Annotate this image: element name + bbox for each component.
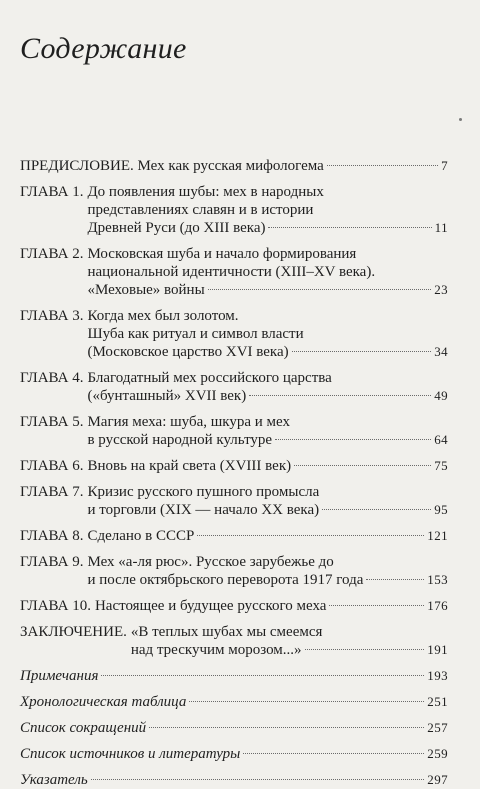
- entry-title-line: Настоящее и будущее русского меха: [94, 598, 327, 614]
- dot-leader: [327, 164, 438, 166]
- dot-leader: [249, 394, 431, 396]
- entry-title-line: Когда мех был золотом.: [87, 308, 239, 324]
- entry-title-line: Мех «а-ля рюс». Русское зарубежье до: [87, 554, 334, 570]
- entry-title-line: (Московское царство XVI века): [87, 344, 289, 360]
- entry-title: Список сокращений: [20, 720, 147, 736]
- chapter-label: ГЛАВА 5.: [20, 414, 84, 430]
- dot-leader: [268, 226, 431, 228]
- entry-title: Указатель: [20, 772, 88, 788]
- chapter-label: ГЛАВА 7.: [20, 484, 84, 500]
- dot-leader: [329, 604, 424, 606]
- entry-title-line: и торговли (XIX — начало XX века): [87, 502, 320, 518]
- toc-entry-bibliography[interactable]: [20, 745, 448, 763]
- chapter-label: ГЛАВА 8.: [20, 528, 84, 544]
- entry-title-line: Кризис русского пушного промысла: [87, 484, 320, 500]
- toc-entry-chapter-10[interactable]: [20, 597, 448, 615]
- dot-leader: [305, 648, 425, 650]
- chapter-label: ГЛАВА 1.: [20, 184, 84, 200]
- page-number: 191: [427, 642, 448, 657]
- toc-entry-conclusion[interactable]: [20, 623, 448, 659]
- toc-entry-index[interactable]: [20, 771, 448, 789]
- entry-title-line: («бунташный» XVII век): [87, 388, 247, 404]
- page-number: 49: [434, 388, 448, 403]
- page-number: 23: [434, 282, 448, 297]
- dot-leader: [292, 350, 432, 352]
- toc-entry-chapter-7[interactable]: [20, 483, 448, 519]
- toc-entry-chapter-5[interactable]: [20, 413, 448, 449]
- toc-entry-chapter-3[interactable]: [20, 307, 448, 361]
- dot-leader: [366, 578, 424, 580]
- chapter-label: ГЛАВА 9.: [20, 554, 84, 570]
- page-number: 176: [427, 598, 448, 613]
- chapter-label: ГЛАВА 6.: [20, 458, 84, 474]
- toc-entry-chapter-9[interactable]: [20, 553, 448, 589]
- toc-entry-chapter-4[interactable]: [20, 369, 448, 405]
- entry-title-line: национальной идентичности (XIII–XV века).: [87, 264, 376, 280]
- page-number: 259: [427, 746, 448, 761]
- toc-entry-abbreviations[interactable]: [20, 719, 448, 737]
- entry-title: ПРЕДИСЛОВИЕ. Мех как русская мифологема: [20, 158, 324, 174]
- dot-leader: [322, 508, 431, 510]
- toc-entry-chapter-8[interactable]: [20, 527, 448, 545]
- entry-title-line: До появления шубы: мех в народных: [87, 184, 324, 200]
- entry-title-line: Московская шуба и начало формирования: [87, 246, 357, 262]
- entry-title-line: Сделано в СССР: [87, 528, 195, 544]
- entry-title-line: представлениях славян и в истории: [87, 202, 314, 218]
- entry-title: Хронологическая таблица: [20, 694, 187, 710]
- chapter-label: ГЛАВА 10.: [20, 598, 91, 614]
- entry-title-line: и после октябрьского переворота 1917 года: [87, 572, 364, 588]
- chapter-label: ГЛАВА 2.: [20, 246, 84, 262]
- dot-leader: [275, 438, 431, 440]
- entry-title-line: «Меховые» войны: [87, 282, 205, 298]
- entry-title: Список источников и литературы: [20, 746, 241, 762]
- page-number: 64: [434, 432, 448, 447]
- dot-leader: [197, 534, 424, 536]
- entry-title-line: в русской народной культуре: [87, 432, 273, 448]
- dot-leader: [149, 726, 424, 728]
- dust-speck: [459, 118, 462, 121]
- page-number: 11: [434, 220, 448, 235]
- toc-entry-chronology[interactable]: [20, 693, 448, 711]
- page-title: Содержание: [20, 32, 187, 65]
- entry-title-line: Древней Руси (до XIII века): [87, 220, 266, 236]
- chapter-label: ГЛАВА 4.: [20, 370, 84, 386]
- toc-entry-chapter-2[interactable]: [20, 245, 448, 299]
- page-number: 95: [434, 502, 448, 517]
- page-number: 153: [427, 572, 448, 587]
- page-number: 7: [441, 158, 448, 173]
- entry-title-line: над трескучим морозом...»: [130, 642, 302, 658]
- entry-title: Примечания: [20, 668, 99, 684]
- toc-entry-chapter-1[interactable]: [20, 183, 448, 237]
- chapter-label: ГЛАВА 3.: [20, 308, 84, 324]
- table-of-contents: [20, 157, 448, 789]
- page-number: 121: [427, 528, 448, 543]
- page-number: 257: [427, 720, 448, 735]
- dot-leader: [91, 778, 425, 780]
- dot-leader: [294, 464, 431, 466]
- dot-leader: [243, 752, 424, 754]
- dot-leader: [208, 288, 432, 290]
- page-number: 75: [434, 458, 448, 473]
- entry-title-line: Магия меха: шуба, шкура и мех: [87, 414, 291, 430]
- toc-entry-preface[interactable]: [20, 157, 448, 175]
- dot-leader: [189, 700, 424, 702]
- page-number: 193: [427, 668, 448, 683]
- toc-entry-chapter-6[interactable]: [20, 457, 448, 475]
- dot-leader: [101, 674, 424, 676]
- page-number: 297: [427, 772, 448, 787]
- toc-entry-notes[interactable]: [20, 667, 448, 685]
- chapter-label: ЗАКЛЮЧЕНИЕ.: [20, 624, 127, 640]
- entry-title-line: Благодатный мех российского царства: [87, 370, 332, 386]
- page-number: 34: [434, 344, 448, 359]
- entry-title-line: Шуба как ритуал и символ власти: [87, 326, 304, 342]
- entry-title-line: «В теплых шубах мы смеемся: [130, 624, 323, 640]
- page-number: 251: [427, 694, 448, 709]
- entry-title-line: Вновь на край света (XVIII век): [87, 458, 292, 474]
